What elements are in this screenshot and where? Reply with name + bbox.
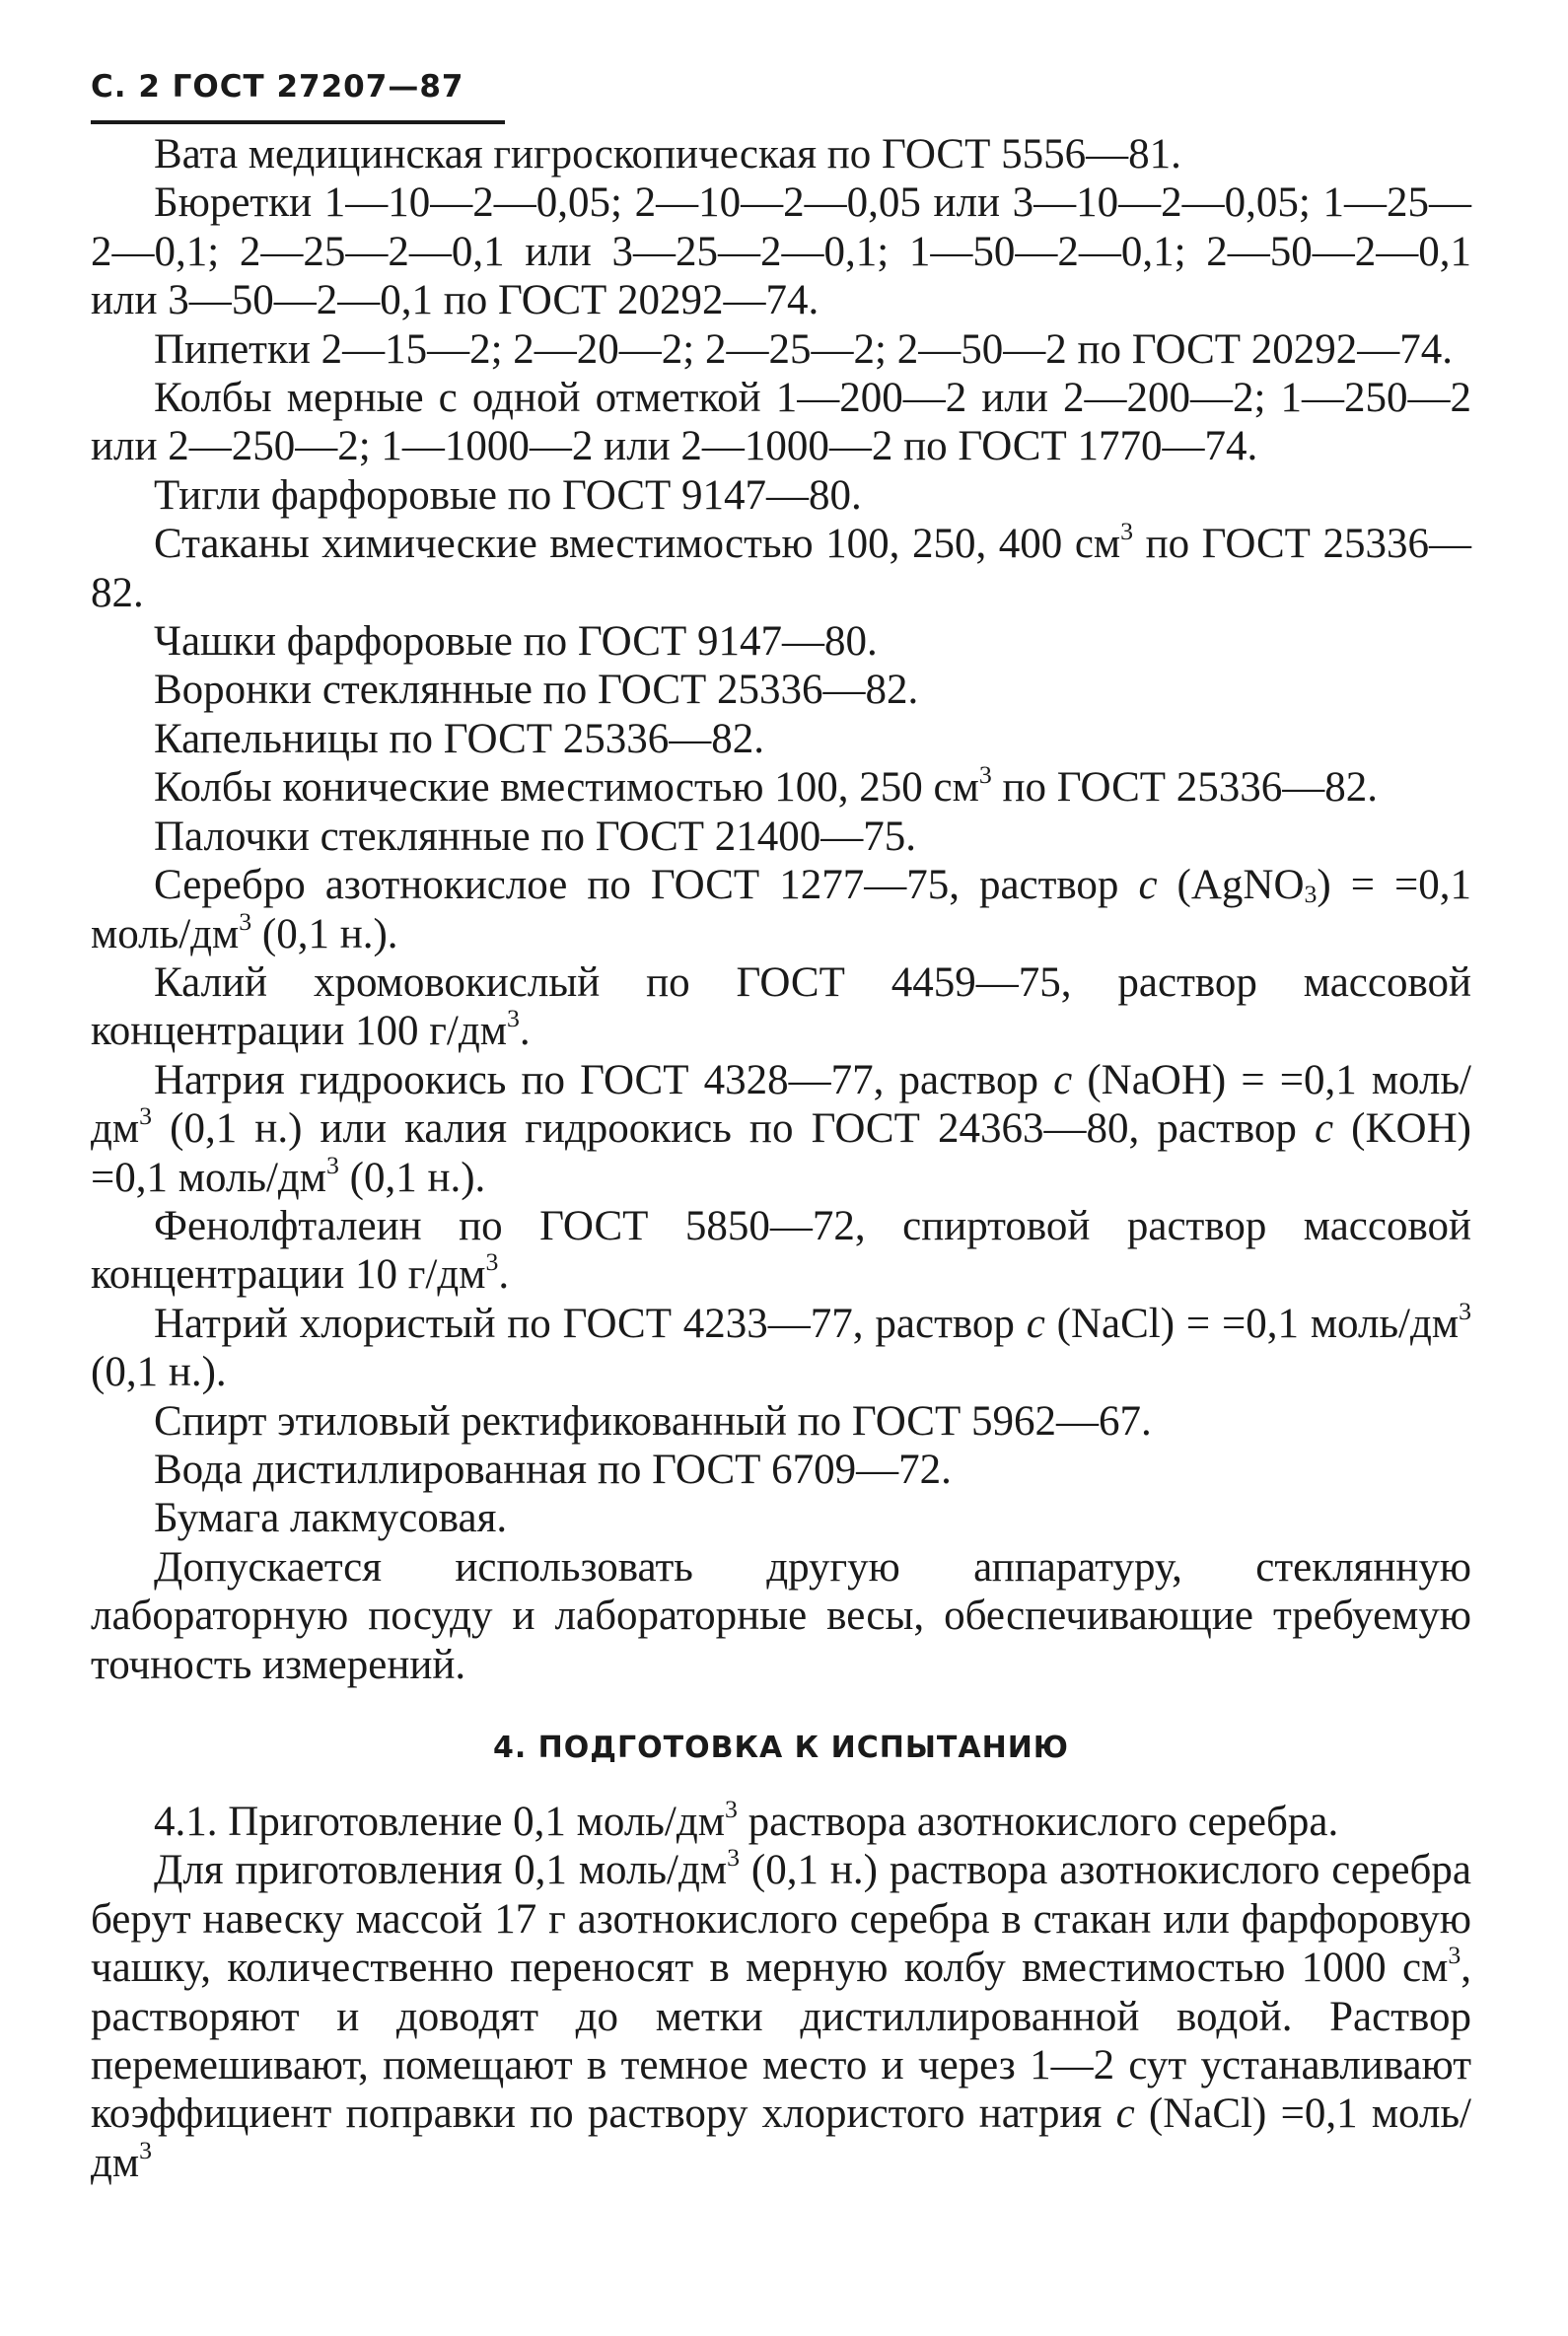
paragraph: Чашки фарфоровые по ГОСТ 9147—80. — [154, 618, 878, 666]
page-header: С. 2 ГОСТ 27207—87 — [91, 69, 505, 124]
document-page — [91, 69, 1471, 2187]
paragraph: Колбы конические вместимостью 100, 250 $см^3$ по ГОСТ 25336—82. — [154, 760, 1379, 812]
paragraph: Стаканы химические вместимостью 100, 250, 400 $см^3$ по ГОСТ 25336—82. — [91, 517, 1471, 616]
paragraph: Натрия гидроокись по ГОСТ 4328—77, раствор c (NaOH) = =0,1 моль/$дм^3$ (0,1 н.) или калия гидроокись по ГОСТ 24363—80, раствор c (KOH) =0,1 моль/$дм^3$ (0,1 н.). — [91, 1056, 1472, 1201]
paragraph: Бумага лакмусовая. — [154, 1495, 508, 1542]
paragraph: Капельницы по ГОСТ 25336—82. — [154, 715, 765, 762]
paragraph: Фенолфталеин по ГОСТ 5850—72, спиртовой раствор массовой концентрации 10 $г/дм^3$. — [91, 1202, 1471, 1299]
paragraph: Для приготовления 0,1 моль/$дм^3$ (0,1 н.) раствора азотнокислого серебра берут навеску массой 17 г азотнокислого серебра в стакан или фарфоровую чашку, количественно переносят в мерную колбу вместимостью 1000 $см^3$, растворяют и доводят до метки дистиллированной водой. Раствор перемешивают, помещают в темное место и через 1—2 сут устанавливают коэффициент поправки по раствору хлористого натрия c (NaCl) =0,1 моль/$дм^3$ — [91, 1843, 1471, 2186]
paragraph: 4.1. Приготовление 0,1 моль/$дм^3$ раствора азотнокислого серебра. — [154, 1794, 1339, 1845]
paragraph: Натрий хлористый по ГОСТ 4233—77, раствор c (NaCl) = =0,1 моль/$дм^3$ (0,1 н.). — [91, 1296, 1471, 1396]
paragraph: Вата медицинская гигроскопическая по ГОСТ 5556—81. — [154, 131, 1181, 177]
paragraph: Спирт этиловый ректификованный по ГОСТ 5962—67. — [154, 1397, 1152, 1445]
paragraph: Вода дистиллированная по ГОСТ 6709—72. — [154, 1446, 952, 1493]
paragraph: Бюретки 1—10—2—0,05; 2—10—2—0,05 или 3—10—2—0,05; 1—25—2—0,1; 2—25—2—0,1 или 3—25—2—0,1; 1—50—2—0,1; 2—50—2—0,1 или 3—50—2—0,1 по ГОСТ 20292—74. — [91, 179, 1471, 324]
paragraph: Воронки стеклянные по ГОСТ 25336—82. — [154, 667, 919, 714]
paragraph: Тигли фарфоровые по ГОСТ 9147—80. — [154, 471, 862, 519]
paragraph: Серебро азотнокислое по ГОСТ 1277—75, раствор c (AgNO$_3$) = =0,1 моль/$дм^3$ (0,1 н.). — [91, 862, 1471, 957]
document-body — [91, 130, 1471, 2187]
paragraph: Пипетки 2—15—2; 2—20—2; 2—25—2; 2—50—2 по ГОСТ 20292—74. — [154, 325, 1454, 373]
section-title: 4. ПОДГОТОВКА К ИСПЫТАНИЮ — [492, 1731, 1070, 1765]
paragraph: Колбы мерные с одной отметкой 1—200—2 или 2—200—2; 1—250—2 или 2—250—2; 1—1000—2 или 2—1000—2 по ГОСТ 1770—74. — [91, 375, 1471, 470]
paragraph: Допускается использовать другую аппаратуру, стеклянную лабораторную посуду и лабораторные весы, обеспечивающие требуемую точность измерений. — [91, 1543, 1471, 1688]
paragraph: Калий хромовокислый по ГОСТ 4459—75, раствор массовой концентрации 100 $г/дм^3$. — [91, 958, 1471, 1055]
paragraph: Палочки стеклянные по ГОСТ 21400—75. — [154, 813, 917, 860]
